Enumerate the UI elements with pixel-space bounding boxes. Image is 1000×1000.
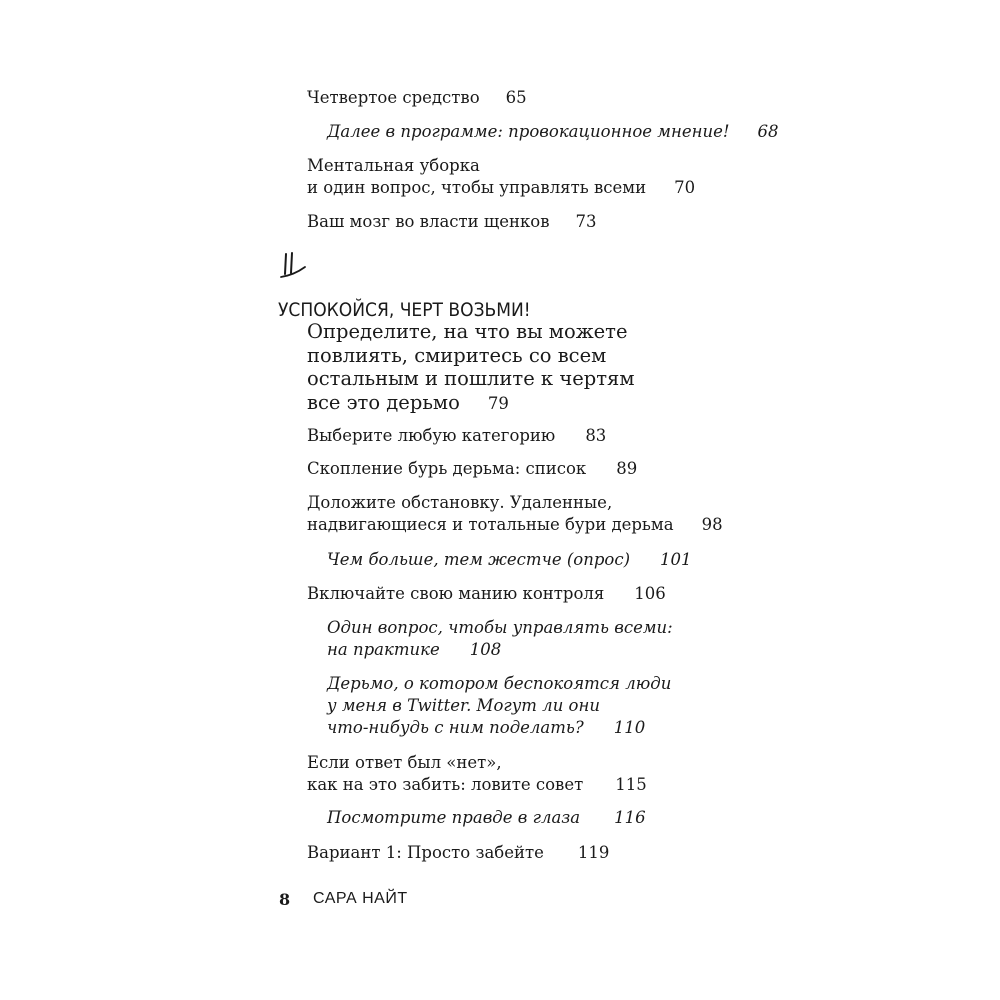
toc-entry — [327, 121, 778, 143]
toc-entry-title: Дерьмо, о котором беспокоятся люди — [327, 674, 672, 693]
toc-entry-page: 89 — [616, 459, 638, 478]
part-subtitle-line: все это дерьмо — [307, 390, 460, 414]
part-subtitle-line: остальным и пошлите к чертям — [307, 367, 635, 390]
toc-entry-title: Чем больше, тем жестче (опрос) — [327, 550, 631, 569]
part-subtitle-line: повлиять, смиритесь со всем — [307, 343, 607, 367]
toc-entry — [307, 87, 527, 109]
toc-entry-page: 98 — [701, 515, 723, 534]
toc-entry-title: надвигающиеся и тотальные бури дерьма — [307, 515, 674, 534]
toc-entry — [307, 458, 637, 480]
footer-author: САРА НАЙТ — [313, 890, 408, 907]
toc-entry-page: 68 — [757, 122, 779, 141]
toc-entry — [307, 155, 695, 199]
toc-entry-page: 110 — [613, 718, 646, 737]
toc-entry-page: 101 — [660, 550, 692, 569]
toc-entry — [327, 807, 646, 829]
toc-entry-page: 65 — [505, 88, 527, 107]
toc-entry-page: 106 — [634, 584, 666, 603]
toc-entry-page: 70 — [674, 178, 696, 197]
part-number-mark — [276, 250, 316, 282]
toc-entry — [307, 492, 723, 536]
toc-entry-title: Далее в программе: провокационное мнение! — [327, 122, 730, 141]
toc-entry-page: 83 — [585, 426, 607, 445]
toc-entry — [327, 617, 673, 661]
toc-entry-title: как на это забить: ловите совет — [307, 775, 584, 794]
toc-entry-title: Ваш мозг во власти щенков — [307, 212, 550, 231]
toc-entry-title: что-нибудь с ним поделать? — [327, 718, 584, 737]
toc-entry-title: Один вопрос, чтобы управлять всеми: — [327, 618, 673, 637]
toc-entry-page: 115 — [615, 775, 647, 794]
part-page: 79 — [487, 393, 509, 413]
toc-entry — [307, 752, 647, 796]
part-heading: УСПОКОЙСЯ, ЧЕРТ ВОЗЬМИ! — [278, 299, 531, 321]
toc-entry — [307, 583, 666, 605]
part-subtitle — [307, 320, 635, 415]
footer-page-number: 8 — [279, 890, 291, 909]
toc-entry-line — [307, 87, 527, 109]
toc-entry — [327, 673, 671, 739]
toc-entry-title: Доложите обстановку. Удаленные, — [307, 493, 613, 512]
toc-entry-title: Посмотрите правде в глаза — [327, 808, 581, 827]
toc-entry-title: у меня в Twitter. Могут ли они — [327, 696, 600, 715]
toc-entry-page: 108 — [469, 640, 502, 659]
toc-entry — [307, 842, 609, 864]
toc-entry — [307, 425, 606, 447]
toc-entry-title: Ментальная уборка — [307, 156, 480, 175]
toc-entry-title: Если ответ был «нет», — [307, 753, 502, 772]
toc-entry-title: Четвертое средство — [307, 88, 480, 107]
toc-entry-title: на практике — [327, 640, 440, 659]
toc-entry-title: Скопление бурь дерьма: список — [307, 459, 587, 478]
toc-entry-page: 116 — [614, 808, 646, 827]
toc-entry — [327, 549, 692, 571]
part-subtitle-line: Определите, на что вы можете — [307, 320, 628, 343]
toc-entry — [307, 211, 597, 233]
toc-entry-title: Включайте свою манию контроля — [307, 584, 605, 603]
toc-entry-page: 119 — [577, 843, 610, 862]
toc-entry-page: 73 — [575, 212, 597, 231]
toc-entry-title: Выберите любую категорию — [307, 426, 556, 445]
toc-entry-title: Вариант 1: Просто забейте — [307, 843, 544, 862]
toc-entry-title: и один вопрос, чтобы управлять всеми — [307, 178, 647, 197]
